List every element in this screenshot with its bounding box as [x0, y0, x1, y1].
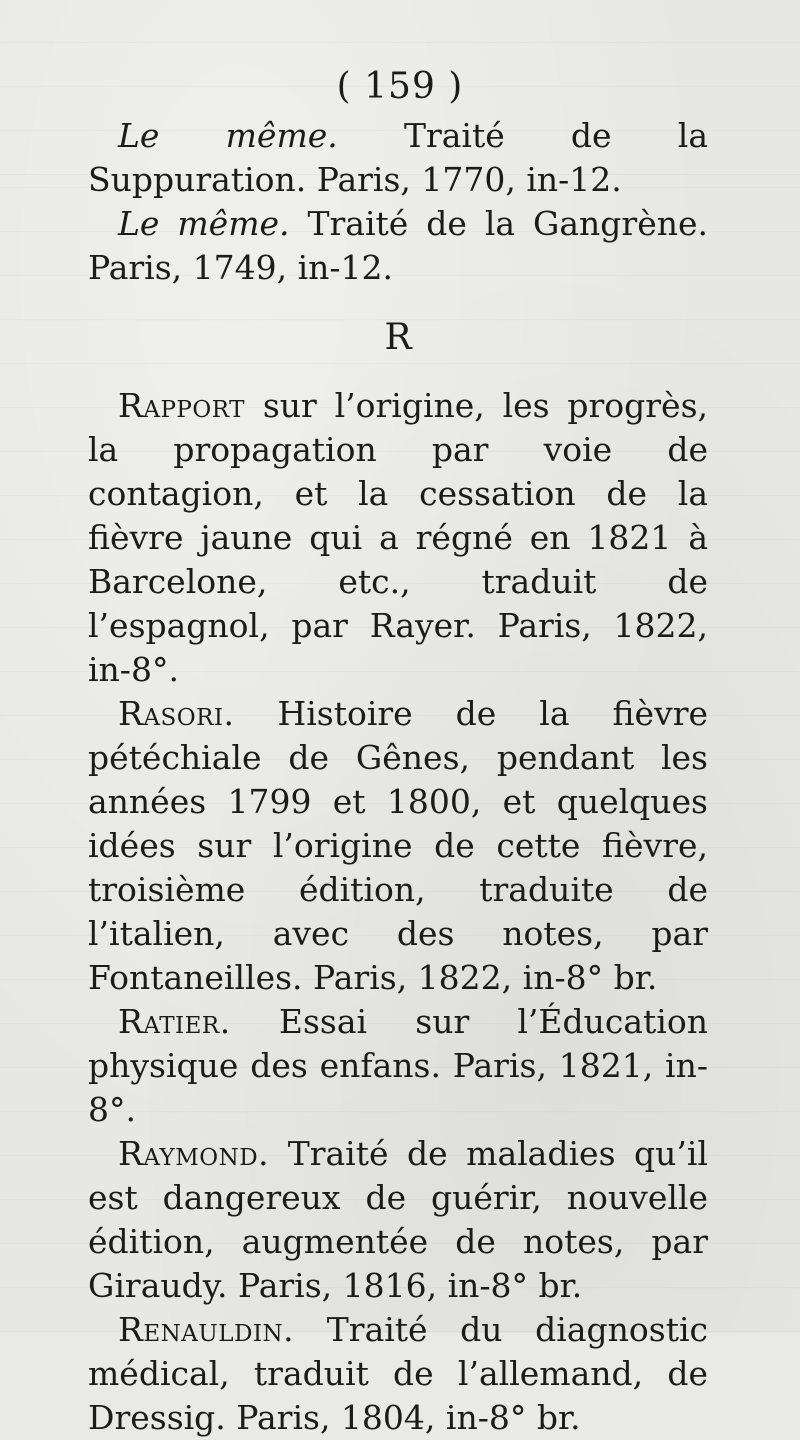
bibliography-entry	[88, 202, 708, 290]
bibliography-entry	[88, 114, 708, 202]
entry-author: Rasori.	[118, 694, 235, 733]
bibliography-entry	[88, 1000, 708, 1132]
bibliography-entry	[88, 384, 708, 692]
entry-author: Renauldin.	[118, 1310, 295, 1349]
entry-text: Traité de la Gangrène. Paris, 1749, in-12.	[88, 204, 708, 287]
entry-author: Rapport	[118, 386, 246, 425]
entry-author: Le même.	[118, 204, 290, 243]
entry-text: Traité de maladies qu’il est dangereux de guérir, nouvelle édition, augmentée de notes, par Giraudy. Paris, 1816, in-8° br.	[88, 1134, 708, 1305]
bibliography-entry	[88, 692, 708, 1000]
bibliography-text	[88, 114, 708, 1440]
entry-text: Essai sur l’Éducation physique des enfans. Paris, 1821, in-8°.	[88, 1002, 708, 1129]
entry-text: Traité du diagnostic médical, traduit de l’allemand, de Dressig. Paris, 1804, in-8° br.	[88, 1310, 708, 1437]
bibliography-entry	[88, 1308, 708, 1440]
page-number: ( 159 )	[336, 66, 464, 107]
entry-author: Ratier.	[118, 1002, 231, 1041]
entry-author: Raymond.	[118, 1134, 270, 1173]
entry-author: Le même.	[118, 116, 338, 155]
entry-text: sur l’origine, les progrès, la propagation par voie de contagion, et la cessation de la fièvre jaune qui a régné en 1821 à Barcelone, etc., traduit de l’espagnol, par Rayer. Paris, 1822, in-8°.	[88, 386, 708, 689]
bibliography-entry	[88, 1132, 708, 1308]
section-letter: R	[384, 317, 412, 358]
entry-text: Histoire de la fièvre pétéchiale de Gênes, pendant les années 1799 et 1800, et quelques idées sur l’origine de cette fièvre, troisième édition, traduite de l’italien, avec des notes, par Fontaneilles. Paris, 1822, in-8° br.	[88, 694, 708, 997]
entry-text: Traité de la Suppuration. Paris, 1770, in-12.	[88, 116, 708, 199]
